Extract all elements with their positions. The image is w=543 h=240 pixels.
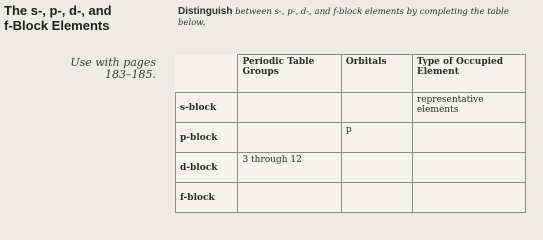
- header-groups: Periodic Table Groups: [238, 55, 341, 93]
- orbitals-cell[interactable]: [341, 183, 412, 213]
- header-element-type: Type of Occupied Element: [412, 55, 525, 93]
- row-label: p-block: [176, 123, 238, 153]
- element-type-cell[interactable]: [412, 183, 525, 213]
- instructions-lead: Distinguish: [178, 6, 233, 17]
- groups-cell[interactable]: 3 through 12: [238, 153, 341, 183]
- blocks-table: [175, 54, 526, 213]
- instructions-text: between s-, p-, d-, and f-block elements by completing the table below.: [178, 7, 509, 28]
- element-type-cell[interactable]: representative elements: [412, 93, 525, 123]
- table-row: [176, 123, 526, 153]
- element-type-cell[interactable]: [412, 123, 525, 153]
- note-line-2: 183–185.: [105, 68, 156, 81]
- groups-cell[interactable]: [238, 123, 341, 153]
- element-type-cell[interactable]: [412, 153, 525, 183]
- header-orbitals: Orbitals: [341, 55, 412, 93]
- row-label: d-block: [176, 153, 238, 183]
- groups-cell[interactable]: [238, 93, 341, 123]
- table-row: [176, 153, 526, 183]
- orbitals-cell[interactable]: p: [341, 123, 412, 153]
- table-row: [176, 93, 526, 123]
- row-label: f-block: [176, 183, 238, 213]
- heading-line-2: f-Block Elements: [4, 18, 110, 33]
- note-line-1: Use with pages: [70, 56, 156, 69]
- table-row: [176, 183, 526, 213]
- orbitals-cell[interactable]: [341, 153, 412, 183]
- header-corner: [176, 55, 238, 93]
- groups-cell[interactable]: [238, 183, 341, 213]
- orbitals-cell[interactable]: [341, 93, 412, 123]
- instructions: [178, 6, 538, 29]
- page-reference-note: [38, 57, 156, 81]
- row-label: s-block: [176, 93, 238, 123]
- heading-line-1: The s-, p-, d-, and: [4, 3, 112, 18]
- table-header-row: [176, 55, 526, 93]
- section-heading: [4, 3, 174, 33]
